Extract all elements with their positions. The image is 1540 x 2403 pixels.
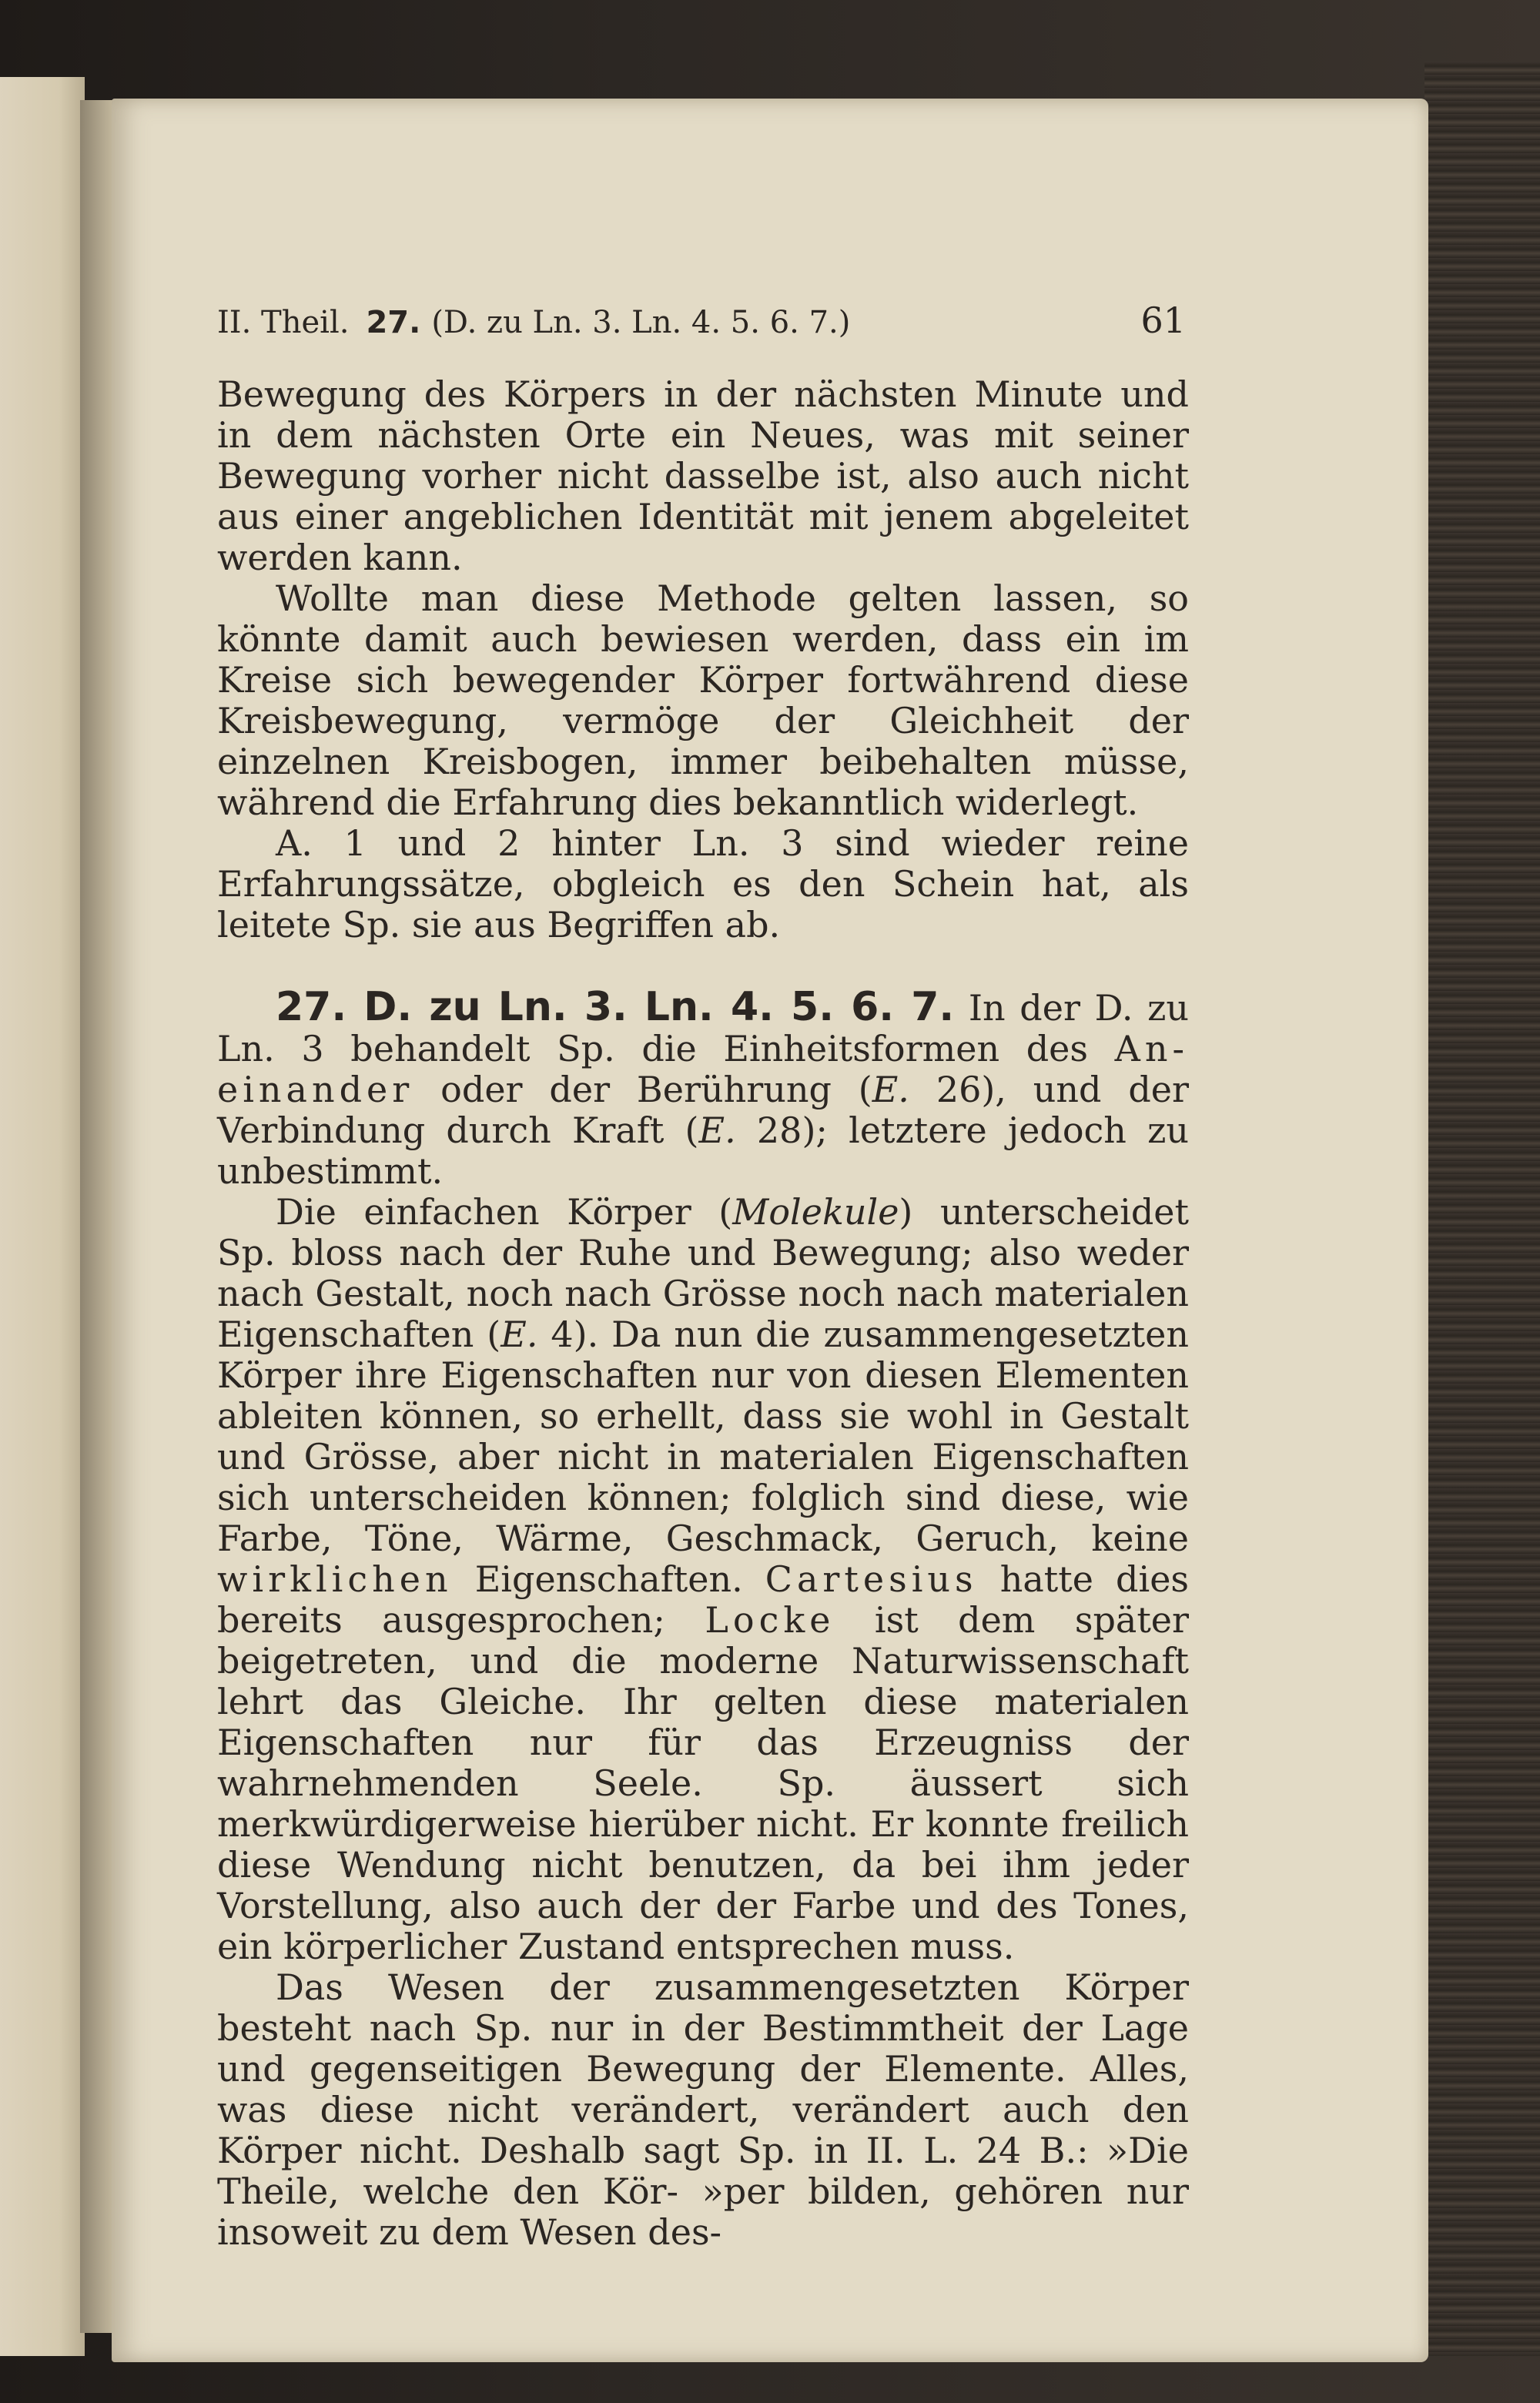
p5-spaced-term-1: wirklichen	[217, 1558, 453, 1600]
paragraph-5	[217, 1192, 1189, 1967]
section-heading: 27. D. zu Ln. 3. Ln. 4. 5. 6. 7.	[276, 984, 955, 1030]
p5-text-f: ist dem später beigetreten, und die moderne Naturwissenschaft lehrt das Gleiche. Ihr gelten diese materialen Eigenschaften nur für das Erzeugniss der wahrnehmenden Seele. Sp. äussert sich merkwürdigerweise hierüber nicht. Er konnte freilich diese Wendung nicht benutzen, da bei ihm jeder Vorstellung, also auch der der Farbe und des Tones, ein körperlicher Zustand entsprechen muss.	[217, 1599, 1190, 1967]
paragraph-1: Bewegung des Körpers in der nächsten Minute und in dem nächsten Orte ein Neues, was mit seiner Bewegung vorher nicht dasselbe ist, also auch nicht aus einer angeblichen Identität mit jenem abgeleitet werden kann.	[217, 373, 1189, 578]
left-page-edge	[0, 77, 85, 2356]
p4-spaced-term: An-einander	[217, 1028, 1189, 1110]
p5-text-c: 4). Da nun die zusammengesetzten Körper ihre Eigenschaften nur von diesen Elementen ableiten können, so erhellt, dass sie wohl in Gestalt und Grösse, aber nicht in materialen Eigenschaften sich unterscheiden können; folglich sind diese, wie Farbe, Töne, Wärme, Geschmack, Geruch, keine	[217, 1314, 1190, 1559]
paragraph-2: Wollte man diese Methode gelten lassen, so könnte damit auch bewiesen werden, dass ein im Kreise sich bewegender Körper fortwährend diese Kreisbewegung, vermöge der Gleichheit der einzelnen Kreisbogen, immer beibehalten müsse, während die Erfahrung dies bekanntlich widerlegt.	[217, 577, 1189, 823]
book-gutter	[80, 100, 116, 2333]
p4-text-d: 28); letztere jedoch zu unbestimmt.	[217, 1109, 1189, 1192]
header-reference: (D. zu Ln. 3. Ln. 4. 5. 6. 7.)	[431, 305, 851, 340]
p5-text-a: Die einfachen Körper (	[276, 1191, 733, 1233]
header-part: II. Theil.	[217, 305, 350, 340]
header-left	[217, 303, 850, 343]
p5-italic-term: Molekule	[732, 1191, 899, 1233]
paragraph-4	[217, 984, 1190, 1192]
p5-spaced-term-2: Cartesius	[765, 1558, 978, 1600]
cover-edge	[1424, 62, 1540, 2356]
running-header	[217, 300, 1189, 343]
p5-text-d: Eigenschaften.	[474, 1558, 743, 1600]
p4-ref-1: E.	[872, 1069, 909, 1110]
header-section-number: 27.	[366, 305, 421, 340]
paragraph-6: Das Wesen der zusammengesetzten Körper besteht nach Sp. nur in der Bestimmtheit der Lage und gegenseitigen Bewegung der Elemente. Alles, was diese nicht verändert, verändert auch den Körper nicht. Deshalb sagt Sp. in II. L. 24 B.: »Die Theile, welche den Kör- »per bilden, gehören nur insoweit zu dem Wesen des-	[217, 1966, 1189, 2253]
p4-text-b: oder der Berührung (	[440, 1069, 872, 1110]
page-number: 61	[1140, 300, 1186, 341]
p5-text-b: ) unterscheidet Sp. bloss nach der Ruhe und Bewegung; also weder nach Gestalt, noch nach Grösse noch nach materialen Eigenschaften (	[217, 1191, 1189, 1355]
page-text	[217, 300, 1189, 2253]
p4-text-a: In der D. zu Ln. 3 behandelt Sp. die Einheitsformen des	[217, 987, 1190, 1069]
p4-ref-2: E.	[698, 1109, 736, 1151]
paragraph-3: A. 1 und 2 hinter Ln. 3 sind wieder reine Erfahrungssätze, obgleich es den Schein hat, als leitete Sp. sie aus Begriffen ab.	[217, 822, 1189, 945]
p5-ref: E.	[500, 1314, 538, 1355]
p5-spaced-term-3: Locke	[705, 1599, 835, 1641]
p5-text-e: hatte dies bereits ausgesprochen;	[217, 1558, 1190, 1641]
p4-text-c: 26), und der Verbindung durch Kraft (	[217, 1069, 1190, 1151]
